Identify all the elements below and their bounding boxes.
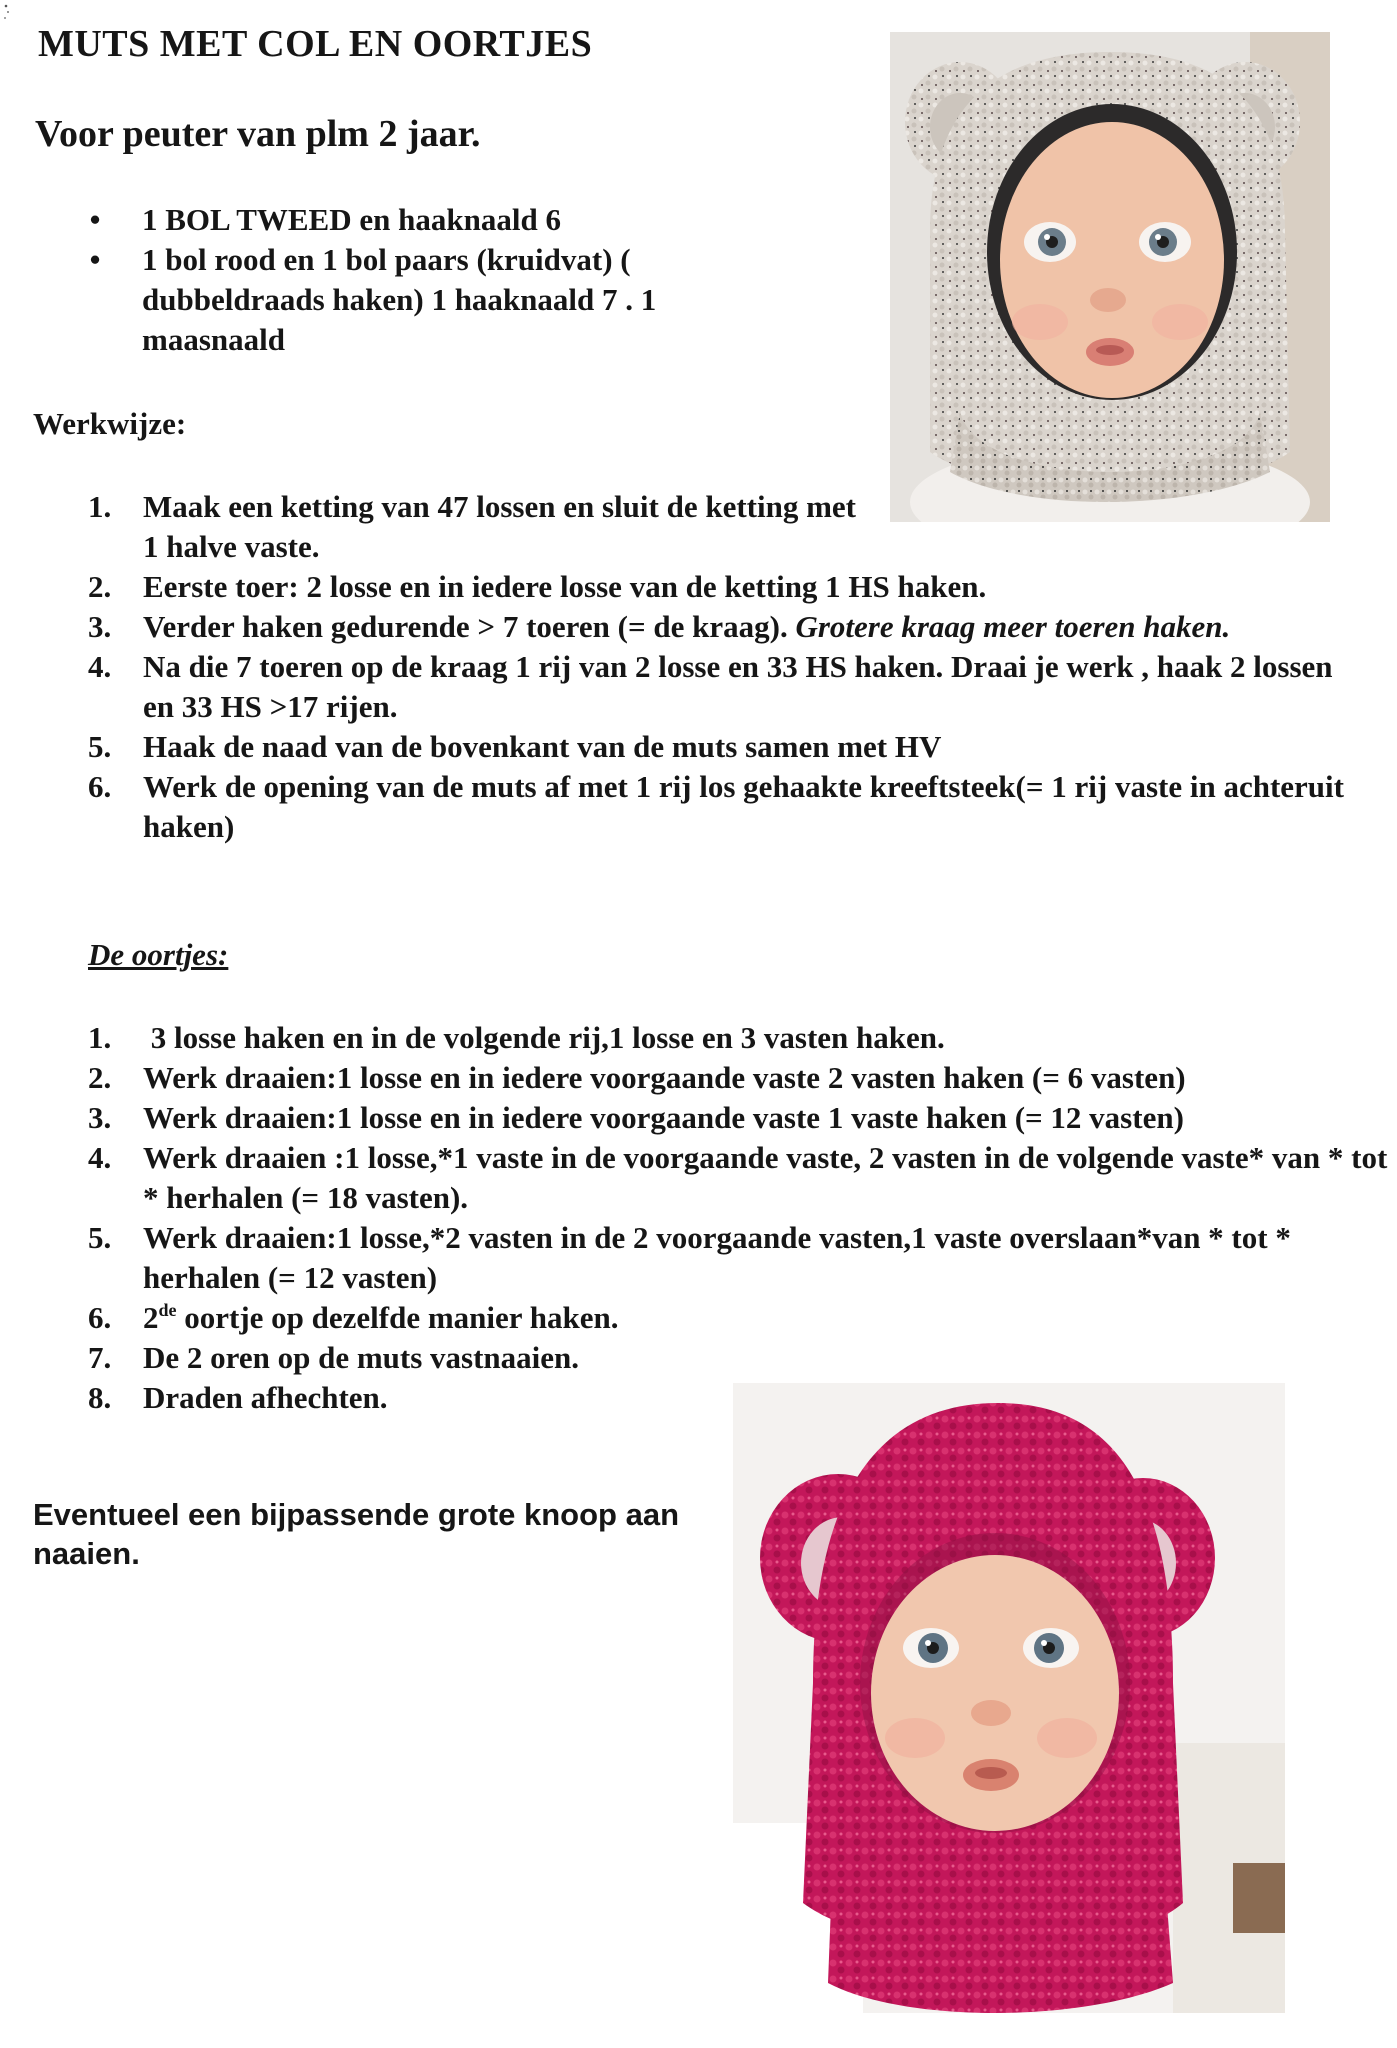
step-text: Werk draaien :1 losse,*1 vaste in de voorgaande vaste, 2 vasten in de volgende vaste* van * tot * herhalen (= 18 vasten). (143, 1140, 1388, 1215)
material-item (85, 240, 725, 360)
step-number: 8. (88, 1380, 112, 1415)
scan-speck (0, 0, 12, 22)
materials-list (85, 200, 725, 360)
step-text: Na die 7 toeren op de kraag 1 rij van 2 losse en 33 HS haken. Draai je werk , haak 2 lossen en 33 HS >17 rijen. (143, 649, 1333, 724)
ear-step-item (88, 1058, 1388, 1098)
werkwijze-heading: Werkwijze: (33, 406, 187, 441)
step-text: De 2 oren op de muts vastnaaien. (143, 1340, 580, 1375)
step-item (88, 487, 863, 567)
step-text: Maak een ketting van 47 lossen en sluit de ketting met 1 halve vaste. (143, 489, 856, 564)
step-item (88, 727, 1368, 767)
step-item (88, 767, 1368, 847)
step-text: Werk draaien:1 losse en in iedere voorgaande vaste 1 vaste haken (= 12 vasten) (143, 1100, 1184, 1135)
material-text: 1 BOL TWEED en haaknaald 6 (142, 202, 561, 237)
step-text: Eerste toer: 2 losse en in iedere losse van de ketting 1 HS haken. (143, 569, 987, 604)
step-number: 2. (88, 1060, 112, 1095)
step-number: 6. (88, 1300, 112, 1335)
step-text: Verder haken gedurende > 7 toeren (= de kraag). (143, 609, 796, 644)
step-text: Draden afhechten. (143, 1380, 388, 1415)
pink-hat-photo (733, 1383, 1285, 2013)
page-title: MUTS MET COL EN OORTJES (38, 23, 593, 65)
ear-step-item (88, 1138, 1388, 1218)
step-text: oortje op dezelfde manier haken. (176, 1300, 619, 1335)
tweed-hat-photo (890, 32, 1330, 522)
step-number: 7. (88, 1340, 112, 1375)
superscript: de (158, 1300, 177, 1320)
step-text: Werk draaien:1 losse en in iedere voorgaande vaste 2 vasten haken (= 6 vasten) (143, 1060, 1186, 1095)
step-text: Werk draaien:1 losse,*2 vasten in de 2 voorgaande vasten,1 vaste overslaan*van * tot * herhalen (= 12 vasten) (143, 1220, 1291, 1295)
step-number: 1. (88, 1020, 112, 1055)
step-italic-text: Grotere kraag meer toeren haken. (795, 609, 1231, 644)
step-number: 4. (88, 1140, 112, 1175)
step-number: 3. (88, 1100, 112, 1135)
step-number: 1. (88, 489, 112, 524)
step-number: 5. (88, 1220, 112, 1255)
material-item (85, 200, 725, 240)
step-text: Werk de opening van de muts af met 1 rij los gehaakte kreeftsteek(= 1 rij vaste in achteruit haken) (143, 769, 1344, 844)
bullet-icon: • (89, 202, 101, 237)
step-item (88, 607, 1368, 647)
step-text: 3 losse haken en in de volgende rij,1 losse en 3 vasten haken. (143, 1020, 945, 1055)
werkwijze-steps (88, 487, 1368, 847)
note-text: Eventueel een bijpassende grote knoop aan naaien. (33, 1497, 680, 1571)
ear-step-item (88, 1218, 1388, 1298)
ear-step-item (88, 1338, 1388, 1378)
step-text-prefix: 2 (143, 1300, 159, 1335)
oortjes-steps (88, 1018, 1388, 1418)
step-number: 5. (88, 729, 112, 764)
oortjes-heading: De oortjes: (88, 937, 229, 972)
step-item (88, 647, 1368, 727)
page-subtitle: Voor peuter van plm 2 jaar. (35, 113, 481, 155)
step-number: 6. (88, 769, 112, 804)
ear-step-item (88, 1298, 1388, 1338)
ear-step-item (88, 1098, 1388, 1138)
ear-step-item (88, 1018, 1388, 1058)
step-number: 2. (88, 569, 112, 604)
step-item (88, 567, 1368, 607)
bullet-icon: • (89, 242, 101, 277)
step-number: 3. (88, 609, 112, 644)
material-text: 1 bol rood en 1 bol paars (kruidvat) ( dubbeldraads haken) 1 haaknaald 7 . 1 maasnaald (142, 242, 657, 357)
step-number: 4. (88, 649, 112, 684)
step-text: Haak de naad van de bovenkant van de muts samen met HV (143, 729, 942, 764)
